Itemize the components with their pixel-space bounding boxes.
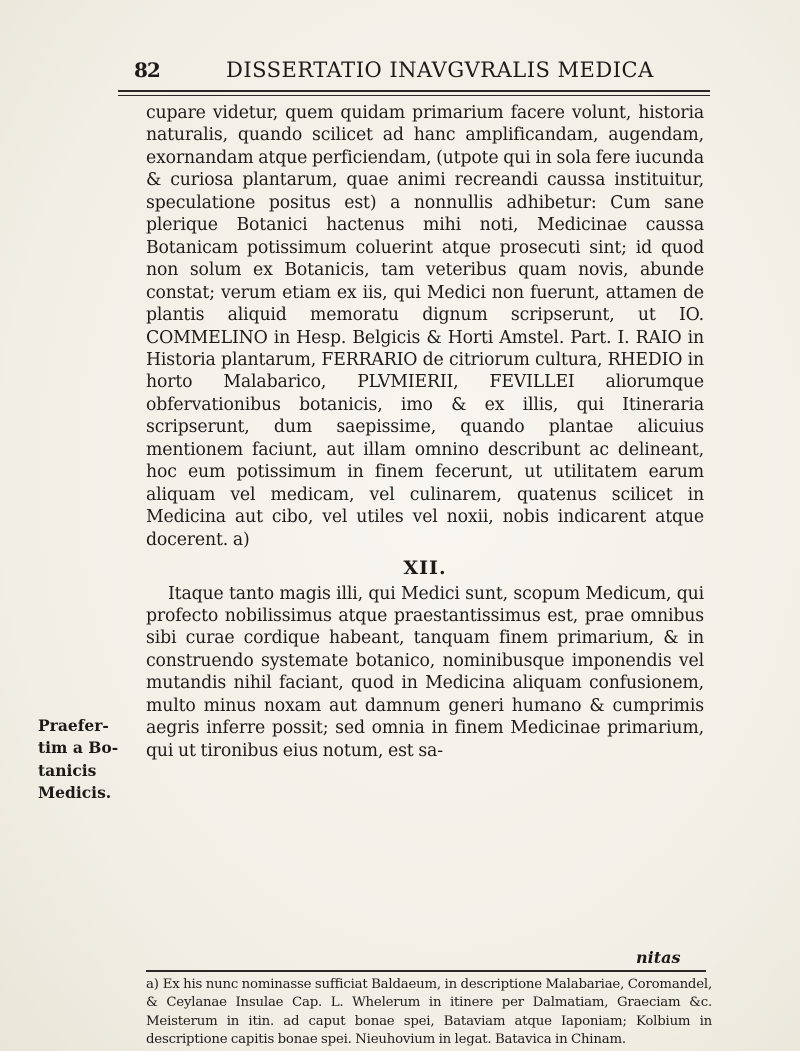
margin-note-line: Praefer- [38, 716, 109, 735]
section-number: XII. [403, 557, 447, 580]
margin-note-line: Medicis. [38, 783, 112, 803]
footnote-mark: a) [146, 977, 159, 992]
footnote-rule [146, 970, 706, 972]
catchword: nitas [636, 948, 681, 967]
margin-note [38, 715, 138, 805]
header-rule [118, 90, 710, 92]
margin-note-line: tanicis [38, 760, 97, 780]
header-rule-thin [118, 95, 710, 96]
main-text [146, 102, 704, 762]
margin-note-line: tim a Bo- [38, 738, 119, 758]
running-title: DISSERTATIO INAVGVRALIS MEDICA [226, 58, 654, 82]
footnote-text: Ex his nunc nominasse sufficiat Baldaeum, in descriptione Malabariae, Coromandel, & Ceylanae Insulae Cap. L. Whelerum in itinere per Dalmatiam, Graeciam &c. Meisterum in itin. ad caput bonae spei, Bataviam atque Iaponiam; Kolbium in descriptione capitis bonae spei. Nieuhovium in legat. Batavica in Chinam. [146, 977, 712, 1047]
page-header [134, 58, 694, 90]
footnote [146, 976, 712, 1049]
paragraph-1: cupare videtur, quem quidam primarium facere volunt, historia naturalis, quando scilicet ad hanc amplificandam, augendam, exornandam atque perficiendam, (utpote qui in sola fere iucunda & curiosa plantarum, quae animi recreandi caussa instituitur, speculatione positus est) a nonnullis adhibetur: Cum sane plerique Botanici hactenus mihi noti, Medicinae caussa Botanicam potissimum coluerint atque prosecuti sint; id quod non solum ex Botanicis, tam veteribus quam novis, abunde constat; verum etiam ex iis, qui Medici non fuerunt, attamen de plantis aliquid memoratu dignum scripserunt, ut IO. COMMELINO in Hesp. Belgicis & Horti Amstel. Part. I. RAIO in Historia plantarum, FERRARIO de citriorum cultura, RHEDIO in horto Malabarico, PLVMIERII, FEVILLEI aliorumque obfervationibus botanicis, imo & ex illis, qui Itineraria scripserunt, dum saepissime, quando plantae alicuius mentionem faciunt, aut illam omnino describunt ac delineant, hoc eum potissimum in finem fecerunt, ut utilitatem earum aliquam vel medicam, vel culinarem, quatenus scilicet in Medicina aut cibo, vel utiles vel noxii, nobis indicarent atque docerent. a) [146, 103, 704, 550]
paragraph-2: Itaque tanto magis illi, qui Medici sunt, scopum Medicum, qui profecto nobilissimus atque praestantissimus est, prae omnibus sibi curae cordique habeant, tanquam finem primarium, & in construendo systemate botanico, nominibusque imponendis vel mutandis nihil faciant, quod in Medicina aliquam confusionem, multo minus noxam aut damnum generi humano & cumprimis aegris inferre possit; sed omnia in finem Medicinae primarium, qui ut tironibus eius notum, est sa- [146, 583, 704, 761]
page-number: 82 [134, 58, 160, 82]
